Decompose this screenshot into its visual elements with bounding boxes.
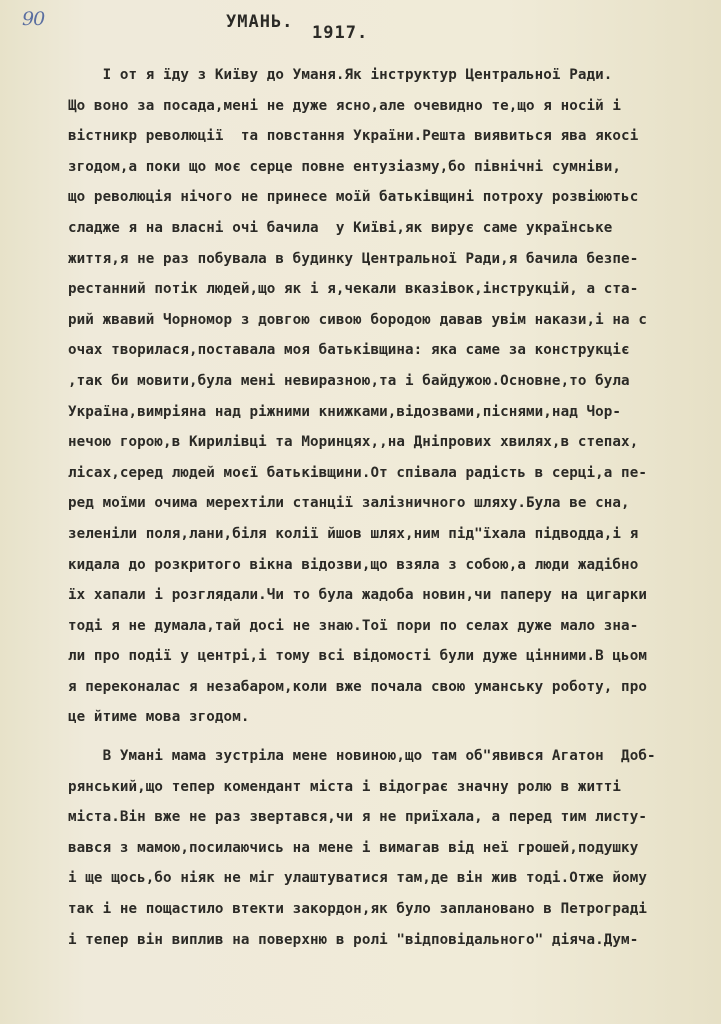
text-line: рянський,що тепер комендант міста і відограє значну ролю в житті	[68, 778, 622, 795]
text-line: вався з мамою,посилаючись на мене і вимагав від неї грошей,подушку	[68, 839, 639, 856]
text-line: очах творилася,поставала моя батьківщина: яка саме за конструкціє	[68, 342, 630, 359]
text-line: життя,я не раз побувала в будинку Центральної Ради,я бачила безпе-	[68, 250, 639, 267]
body-text	[68, 60, 721, 955]
text-line: Україна,вимріяна над ріжними книжками,відозвами,піснями,над Чор-	[68, 403, 622, 420]
text-line: і тепер він виплив на поверхню в ролі "відповідального" діяча.Дум-	[68, 931, 639, 948]
page-number: 90	[22, 8, 45, 30]
text-line: рий жвавий Чорномор з довгою сивою бородою давав увім накази,і на с	[68, 311, 647, 328]
text-line: рестанний потік людей,що як і я,чекали вказівок,інструкцій, а ста-	[68, 281, 639, 298]
text-line: кидала до розкритого вікна відозви,що взяла з собою,а люди жадібно	[68, 556, 639, 573]
text-line: вістникр революції та повстання України.Решта виявиться ява якосі	[68, 128, 639, 145]
text-line: зеленіли поля,лани,біля колії йшов шлях,ним під"їхала підводда,і я	[68, 525, 639, 542]
text-line: нечою горою,в Кирилівці та Моринцях,,на Дніпрових хвилях,в степах,	[68, 434, 639, 451]
text-line: це йтиме мова згодом.	[68, 709, 250, 726]
paragraph	[68, 60, 721, 733]
text-line: міста.Він вже не раз звертався,чи я не приїхала, а перед тим листу-	[68, 809, 647, 826]
text-line: я переконалас я незабаром,коли вже почала свою уманську роботу, про	[68, 678, 647, 695]
text-line: лісах,серед людей моєї батьківщини.От співала радість в серці,а пе-	[68, 464, 647, 481]
paragraph	[68, 741, 721, 955]
text-line: так і не пощастило втекти закордон,як було заплановано в Петрограді	[68, 901, 647, 918]
text-line: ли про події у центрі,і тому всі відомості були дуже цінними.В цьом	[68, 648, 647, 665]
text-line: тоді я не думала,тай досі не знаю.Тої пори по селах дуже мало зна-	[68, 617, 639, 634]
text-line: Що воно за посада,мені не дуже ясно,але очевидно те,що я носій і	[68, 97, 622, 114]
text-line: їх хапали і розглядали.Чи то була жадоба новин,чи паперу на цигарки	[68, 587, 647, 604]
text-line: сладже я на власні очі бачила у Київі,як вирує саме українське	[68, 219, 613, 236]
text-line: ред моїми очима мерехтіли станції залізничного шляху.Була ве сна,	[68, 495, 630, 512]
text-line: що революція нічого не принесе моїй батьківщині потроху розвіюютьс	[68, 189, 639, 206]
paragraph-gap	[68, 733, 721, 741]
heading-year: 1917.	[312, 23, 369, 43]
text-line: В Умані мама зустріла мене новиною,що там об"явився Агатон Доб-	[68, 748, 656, 765]
text-line: ,так би мовити,була мені невиразною,та і байдужою.Основне,то була	[68, 372, 630, 389]
text-line: і ще щось,бо ніяк не міг улаштуватися там,де він жив тоді.Отже йому	[68, 870, 647, 887]
heading-place: УМАНЬ.	[226, 12, 294, 32]
text-line: згодом,а поки що моє серце повне ентузіазму,бо північні сумніви,	[68, 158, 622, 175]
text-line: І от я їду з Київу до Уманя.Як інструктур Центральної Ради.	[68, 67, 613, 83]
